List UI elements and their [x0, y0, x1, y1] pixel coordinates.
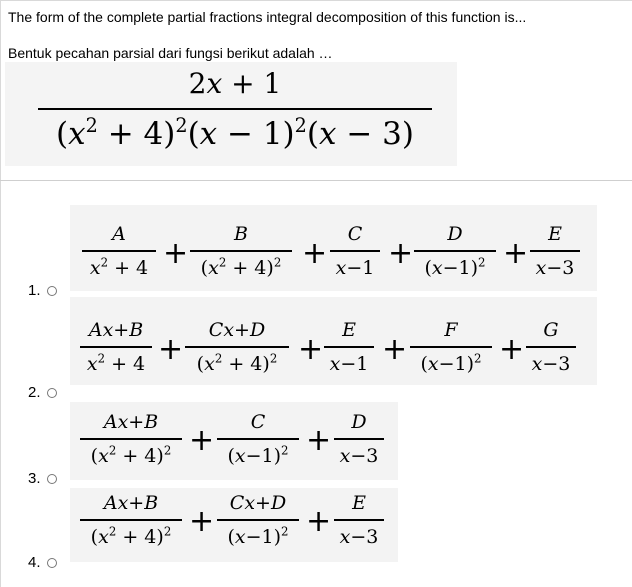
- fraction-bar: [530, 250, 580, 252]
- term-numerator: D: [351, 411, 367, 433]
- radio-button[interactable]: [47, 286, 57, 296]
- fraction-bar: [80, 519, 182, 521]
- term-numerator: D: [447, 223, 463, 245]
- top-border: [0, 0, 632, 1]
- term-denominator: x−1: [335, 256, 375, 279]
- option-2-choice[interactable]: [28, 384, 57, 401]
- term-denominator: x−3: [535, 256, 575, 279]
- term-denominator: x−3: [531, 352, 571, 375]
- plus-sign: +: [158, 332, 184, 367]
- function-fraction: [38, 67, 432, 152]
- fraction-bar: [80, 438, 182, 440]
- option-4-term-2: [217, 493, 299, 547]
- option-4-choice[interactable]: [28, 554, 57, 571]
- option-3-choice[interactable]: [28, 470, 57, 487]
- option-1-term-3: [330, 224, 380, 278]
- question-text-en: The form of the complete partial fractions integral decomposition of this function is...: [8, 9, 527, 25]
- option-2-term-4: [410, 320, 492, 374]
- radio-button[interactable]: [47, 474, 57, 484]
- fraction-bar: [38, 108, 432, 110]
- term-denominator: $(x^2 + 4)^2$: [196, 351, 278, 375]
- fraction-bar: [324, 346, 374, 348]
- term-denominator: $(x^2 + 4)^2$: [200, 255, 282, 279]
- plus-sign: +: [503, 236, 529, 271]
- option-1-choice[interactable]: [28, 282, 57, 299]
- option-1-term-1: [82, 224, 156, 278]
- plus-sign: +: [163, 236, 189, 271]
- option-number: 1.: [28, 282, 41, 299]
- term-numerator: Ax+B: [103, 492, 159, 514]
- fraction-bar: [526, 346, 576, 348]
- option-1-term-5: [530, 224, 580, 278]
- radio-button[interactable]: [47, 558, 57, 568]
- term-denominator: x−3: [339, 444, 379, 467]
- fraction-bar: [80, 346, 152, 348]
- option-4-term-1: [80, 493, 182, 547]
- term-denominator: $(x-1)^2$: [420, 351, 482, 375]
- term-numerator: C: [347, 223, 363, 245]
- option-4-term-3: [334, 493, 384, 547]
- term-numerator: E: [342, 319, 356, 341]
- fraction-bar: [334, 438, 384, 440]
- term-denominator: $(x^2 + 4)^2$: [90, 524, 172, 548]
- question-text-id: Bentuk pecahan parsial dari fungsi berikut adalah …: [8, 45, 333, 61]
- term-numerator: A: [112, 223, 126, 245]
- option-3-term-2: [217, 412, 299, 466]
- term-numerator: Ax+B: [88, 319, 144, 341]
- radio-button[interactable]: [47, 388, 57, 398]
- term-numerator: Cx+D: [229, 492, 287, 514]
- option-1-term-2: [190, 224, 292, 278]
- plus-sign: +: [388, 236, 414, 271]
- option-number: 4.: [28, 554, 41, 571]
- term-numerator: G: [543, 319, 559, 341]
- plus-sign: +: [382, 332, 408, 367]
- function-denominator: $(x^2 + 4)^2(x - 1)^2(x - 3)$: [56, 114, 414, 152]
- function-numerator: 2x + 1: [188, 67, 282, 100]
- option-2-term-1: [80, 320, 152, 374]
- fraction-bar: [217, 438, 299, 440]
- term-denominator: $(x-1)^2$: [227, 524, 289, 548]
- fraction-bar: [414, 250, 496, 252]
- option-number: 3.: [28, 470, 41, 487]
- left-border: [0, 0, 1, 587]
- term-numerator: B: [234, 223, 248, 245]
- fraction-bar: [82, 250, 156, 252]
- plus-sign: +: [189, 423, 215, 458]
- term-numerator: Ax+B: [103, 411, 159, 433]
- term-denominator: $x^2 + 4$: [86, 351, 146, 375]
- fraction-bar: [185, 346, 289, 348]
- fraction-bar: [217, 519, 299, 521]
- term-denominator: x−3: [339, 525, 379, 548]
- plus-sign: +: [298, 332, 324, 367]
- fraction-bar: [190, 250, 292, 252]
- term-denominator: $x^2 + 4$: [89, 255, 149, 279]
- option-3-term-3: [334, 412, 384, 466]
- term-denominator: $(x-1)^2$: [227, 443, 289, 467]
- fraction-bar: [334, 519, 384, 521]
- plus-sign: +: [499, 332, 525, 367]
- option-1-term-4: [414, 224, 496, 278]
- option-2-term-3: [324, 320, 374, 374]
- term-numerator: Cx+D: [208, 319, 266, 341]
- term-denominator: $(x-1)^2$: [424, 255, 486, 279]
- plus-sign: +: [306, 423, 332, 458]
- plus-sign: +: [306, 504, 332, 539]
- fraction-bar: [410, 346, 492, 348]
- option-2-term-2: [185, 320, 289, 374]
- term-denominator: x−1: [329, 352, 369, 375]
- option-number: 2.: [28, 384, 41, 401]
- term-denominator: $(x^2 + 4)^2$: [90, 443, 172, 467]
- fraction-bar: [330, 250, 380, 252]
- term-numerator: E: [352, 492, 366, 514]
- option-3-term-1: [80, 412, 182, 466]
- option-2-term-5: [526, 320, 576, 374]
- plus-sign: +: [302, 236, 328, 271]
- separator: [0, 180, 632, 181]
- term-numerator: C: [250, 411, 266, 433]
- term-numerator: F: [444, 319, 458, 341]
- term-numerator: E: [548, 223, 562, 245]
- plus-sign: +: [189, 504, 215, 539]
